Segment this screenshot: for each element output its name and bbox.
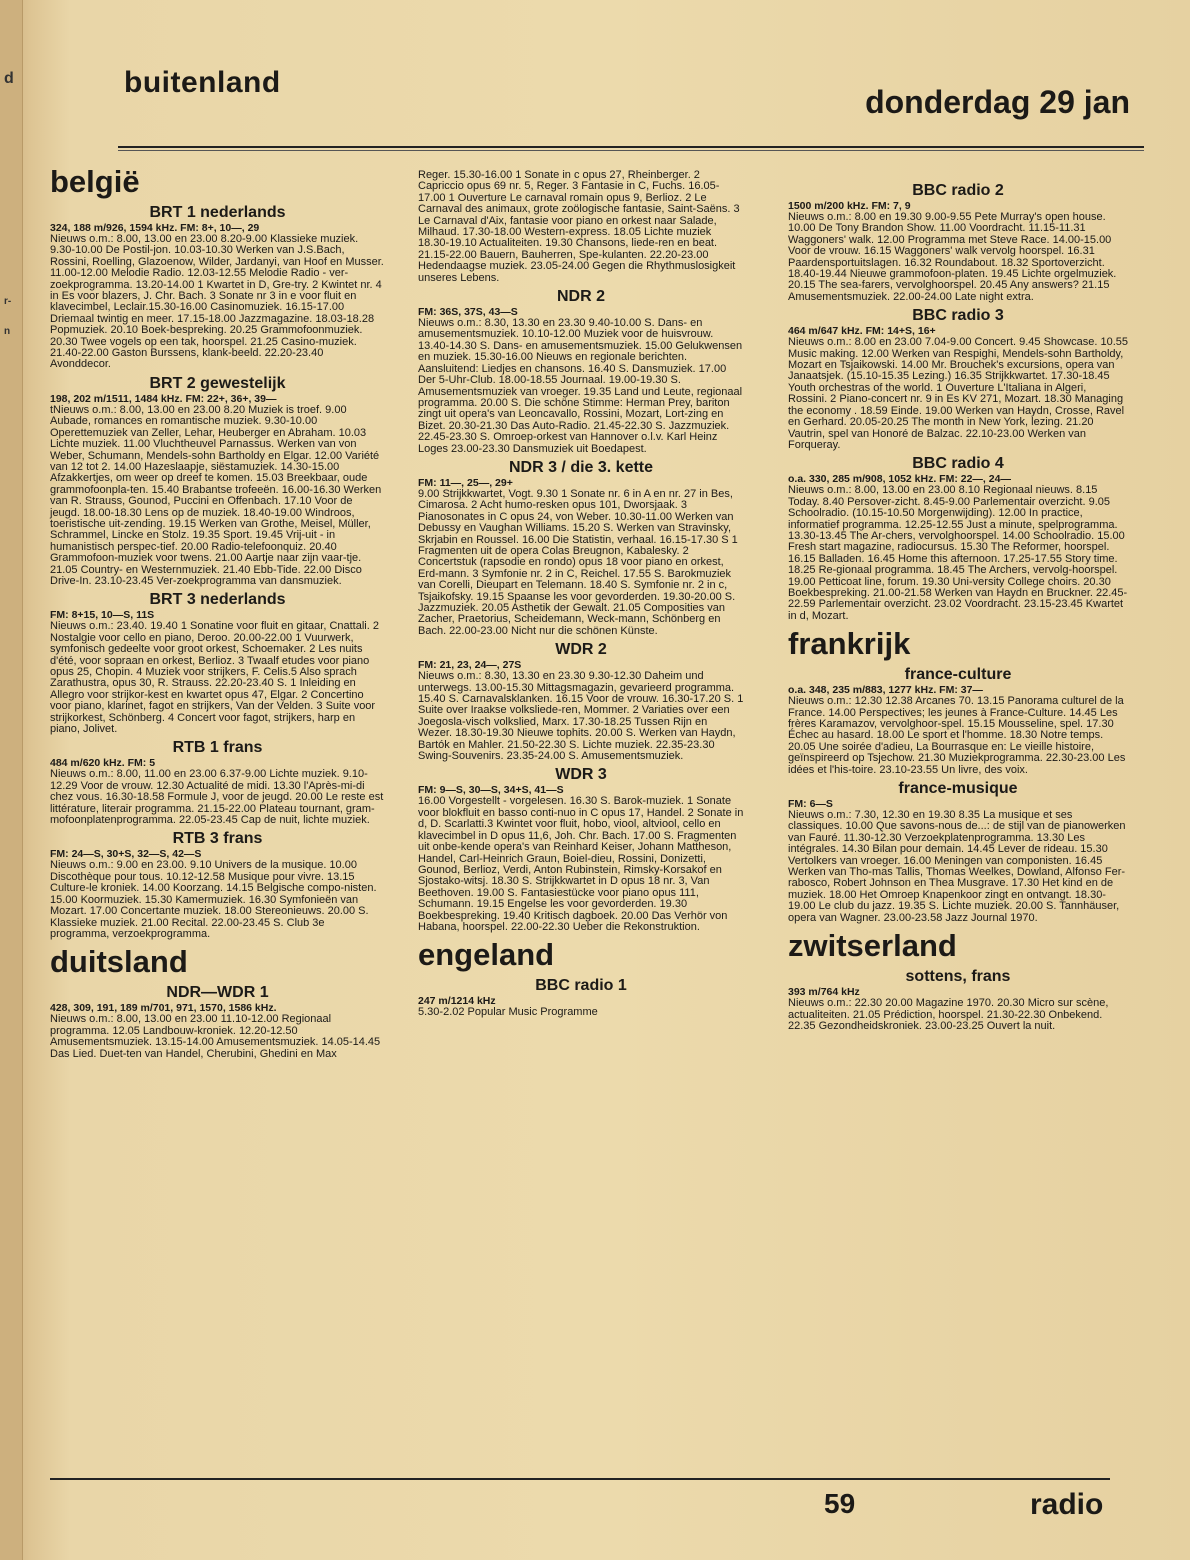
program-listing: Nieuws o.m.: 8.00, 13.00 en 23.00 8.20-9.00 Klassieke muziek. 9.30-10.00 De Postil-jon. 10.03-10.30 Werken van J.S.Bach, Rossini, Roelling, Glazoenow, Wilder, Jardanyi, van Hoof en Musser. 11.00-12.00 Melodie Radio. 12.03-12.55 Melodie Radio - ver-zoekprogramma. 13.20-14.00 1 Kwartet in D, Gre-try. 2 Kwintet nr. 4 in Es voor blazers, J. Chr. Bach. 3 Sonate nr 3 in e voor fluit en klavecimbel, Leclair.15.30-16.00 Casinomuziek. 16.15-17.00 Driemaal twintig en meer. 17.15-18.00 Jazzmagazine. 18.03-18.28 Popmuziek. 20.10 Boek-bespreking. 20.25 Grammofoonmuziek. 20.30 Twee vogels op een tak, hoorspel. 21.25 Casino-muziek. 21.40-22.00 Gaston Burssens, klank-beeld. 22.20-23.40 Avonddecor.	[50, 233, 384, 371]
footer-section: radio	[1030, 1488, 1104, 1521]
frequency-line: o.a. 348, 235 m/883, 1277 kHz. FM: 37—	[788, 684, 983, 697]
footer-rule	[50, 1478, 1110, 1480]
frequency-line: FM: 8+15, 10—S, 11S	[50, 609, 155, 622]
country-heading: engeland	[418, 937, 555, 973]
station-heading: WDR 2	[555, 641, 607, 659]
column-2	[418, 170, 744, 1021]
station-heading: BRT 1 nederlands	[149, 204, 286, 221]
country-heading: frankrijk	[788, 626, 911, 662]
program-listing: Nieuws o.m.: 8.00 en 23.00 7.04-9.00 Concert. 9.45 Showcase. 10.55 Music making. 12.00 Werken van Respighi, Mendels-sohn Bartholdy, Mozart en Tsjaikowski. 14.00 Mr. Brouchek's excursions, opera van Janaatsjek. (15.10-15.35 Lezing.) 16.35 Strijkkwartet. 17.30-18.45 Youth orchestras of the world. 1 Ouverture L'Italiana in Algeri, Rossini. 2 Piano-concert nr. 9 in Es KV 271, Mozart. 18.30 Managing the economy . 18.59 Einde. 19.00 Werken van Haydn, Crosse, Ravel en Gerhard. 20.05-20.25 The month in New York, lezing. 21.20 Vautrin, spel van Honoré de Balzac. 22.10-23.00 Werken van Forqueray.	[788, 336, 1128, 451]
station-heading: france-musique	[898, 780, 1018, 798]
station-heading: BBC radio 3	[912, 307, 1004, 325]
previous-page-edge	[0, 0, 23, 1560]
frequency-line: o.a. 330, 285 m/908, 1052 kHz. FM: 22—, 24—	[788, 473, 1011, 486]
program-listing: Nieuws o.m.: 9.00 en 23.00. 9.10 Univers de la musique. 10.00 Discothèque pour tous. 10.12-12.58 Musique pour vivre. 13.15 Culture-le kroniek. 14.00 Koorzang. 14.15 Belgische compo-nisten. 15.00 Koormuziek. 15.30 Kamermuziek. 16.30 Symfonieën van Mozart. 17.00 Concertante muziek. 18.00 Stereonieuws. 20.00 S. Klassieke muziek. 21.00 Recital. 22.00-23.45 S. Club 3e programma, verzoekprogramma.	[50, 859, 377, 940]
column-1	[50, 160, 385, 1062]
station-heading: BBC radio 2	[912, 182, 1004, 199]
frequency-line: FM: 21, 23, 24—, 27S	[418, 659, 522, 672]
gutter-letter: r-	[4, 296, 12, 307]
frequency-line: FM: 36S, 37S, 43—S	[418, 306, 518, 319]
program-listing: Nieuws o.m.: 8.30, 13.30 en 23.30 9.30-12.30 Daheim und unterwegs. 13.00-15.30 Mittagsmagazin, gevarieerd programma. 15.40 S. Carnavalsklanken. 16.15 Voor de vrouw. 16.30-17.20 S. 1 Suite over Iraakse volksliede-ren, Mommer. 2 Variaties over een Joegosla-visch volkslied, Marx. 17.30-18.25 Tussen Rijn en Wezer. 18.30-19.30 Nieuwe tophits. 20.00 S. Werken van Haydn, Bartók en Mahler. 21.50-22.30 S. Lichte muziek. 22.35-23.30 Swing-Souvenirs. 23.35-24.00 S. Amusementsmuziek.	[418, 670, 744, 763]
station-heading: BRT 3 nederlands	[149, 591, 286, 609]
program-listing: 5.30-2.02 Popular Music Programme	[418, 1006, 598, 1019]
frequency-line: FM: 24—S, 30+S, 32—S, 42—S	[50, 848, 202, 861]
program-listing: Nieuws o.m.: 7.30, 12.30 en 19.30 8.35 La musique et ses classiques. 10.00 Que savons-nous de...: de stijl van de pianowerken van Fauré. 11.30-12.30 Verzoekplatenprogramma. 13.30 Les intégrales. 14.30 Bilan pour demain. 14.45 Lever de rideau. 15.30 Vertolkers van vroeger. 16.00 Meningen van componisten. 16.45 Werken van Tho-mas Tallis, Thomas Weelkes, Dowland, Alfonso Fer-rabosco, Robert Johnson en Thea Musgrave. 17.30 Het kind en de muziek. 18.00 Het Omroep Knapenkoor zingt en ontvangt. 18.30-19.00 Le club du jazz. 19.35 S. Lichte muziek. 20.00 S. Tannhäuser, opera van Wagner. 23.00-23.58 Jazz Journal 1970.	[788, 809, 1126, 924]
station-heading: RTB 3 frans	[172, 830, 263, 848]
frequency-line: 198, 202 m/1511, 1484 kHz. FM: 22+, 36+, 39—	[50, 392, 277, 405]
program-listing: Nieuws o.m.: 8.00, 13.00 en 23.00 11.10-12.00 Regionaal programma. 12.05 Landbouw-kroniek. 12.20-12.50 Amusementsmuziek. 13.15-14.00 Amusementsmuziek. 14.05-14.45 Das Lied. Duet-ten van Handel, Cherubini, Ghedini en Max	[50, 1013, 381, 1060]
station-heading: france-culture	[904, 666, 1012, 684]
station-heading: RTB 1 frans	[172, 739, 263, 757]
program-listing: 9.00 Strijkkwartet, Vogt. 9.30 1 Sonate nr. 6 in A en nr. 27 in Bes, Cimarosa. 2 Acht humo-resken opus 101, Dworsjaak. 3 Pianosonates in C opus 24, von Weber. 10.30-11.00 Werken van Debussy en Vaughan Williams. 15.20 S. Werken van Stravinsky, Skrjabin en Roussel. 16.00 Die Statistin, verhaal. 16.15-17.30 S 1 Fragmenten uit de opera Colas Breugnon, Kabalesky. 2 Concertstuk (rapsodie en rondo) opus 18 voor piano en orkest, Erd-mann. 3 Symfonie nr. 2 in C, Reichel. 17.55 S. Barokmuziek van Corelli, Dieupart en Telemann. 18.40 S. Symfonie nr. 2 in c, Tsjaikofsky. 19.15 Spaanse les voor gevorderden. 19.30-20.00 S. Jazzmuziek. 20.05 Asthetik der Gewalt. 21.05 Composities van Zacher, Praetorius, Scheidemann, Weck-mann, Schönberg en Bach. 22.00-23.00 Nicht nur die schönen Künste.	[418, 487, 738, 637]
country-heading: duitsland	[50, 944, 188, 980]
station-heading: BBC radio 1	[535, 977, 627, 995]
program-listing: tNieuws o.m.: 8.00, 13.00 en 23.00 8.20 Muziek is troef. 9.00 Aubade, romances en romantische muziek. 9.30-10.00 Operettemuziek van Zeller, Lehar, Heuberger en Abraham. 10.03 Lichte muziek. 11.00 Vluchtheuvel Parnassus. Werken van von Weber, Schumann, Mendels-sohn Bartholdy en Elgar. 12.00 Variété van 12 tot 2. 14.00 Hazeslaapje, siëstamuziek. 14.30-15.00 Afzakkertjes, om weer op dreef te komen. 15.03 Breekbaar, oude grammofoonpla-ten. 15.40 Brabantse trofeeën. 16.00-16.30 Werken van R. Strauss, Gounod, Puccini en Offenbach. 17.10 Voor de jeugd. 18.00-18.30 Lens op de muziek. 18.40-19.00 Windroos, toeristische uit-zending. 19.15 Werken van Grothe, Meisel, Müller, Schrammel, Lincke en Stolz. 19.35 Sport. 19.45 Vrij-uit - in humanistisch perspec-tief. 20.00 Radio-telefoonquiz. 20.40 Grammofoon-muziek voor twens. 21.00 Aartje naar zijn vaar-tje. 21.05 Country- en Westernmuziek. 21.40 Ebb-Tide. 22.00 Disco Drive-In. 23.10-23.45 Ver-zoekprogramma van dansmuziek.	[50, 403, 382, 587]
frequency-line: FM: 9—S, 30—S, 34+S, 41—S	[418, 784, 564, 797]
program-listing: Nieuws o.m.: 8.00, 11.00 en 23.00 6.37-9.00 Lichte muziek. 9.10-12.29 Voor de vrouw. 12.30 Actualité de midi. 13.30 l'Après-mi-di chez vous. 16.30-18.58 Formule J, voor de jeugd. 20.00 Le reste est littérature, literair programma. 21.15-22.00 Plateau tournant, gram-mofoonplatenprogramma. 22.05-23.45 Cap de nuit, lichte muziek.	[50, 768, 384, 827]
gutter-letter: d	[4, 70, 14, 87]
program-listing: Nieuws o.m.: 8.00 en 19.30 9.00-9.55 Pete Murray's open house. 10.00 De Tony Brandon Show. 11.00 Voordracht. 11.15-11.31 Waggoners' walk. 12.00 Programma met Steve Race. 14.00-15.00 Voor de vrouw. 16.15 Waggoners' walk vervolg hoorspel. 16.31 Paardensportuitslagen. 16.32 Roundabout. 18.32 Sportoverzicht. 18.40-19.44 Nieuwe grammofoon-platen. 19.45 Lichte orgelmuziek. 20.15 The sea-farers, vervolghoorspel. 20.45 Any answers? 21.15 Amusementsmuziek. 22.00-24.00 Late night extra.	[788, 211, 1117, 303]
frequency-line: 324, 188 m/926, 1594 kHz. FM: 8+, 10—, 29	[50, 222, 260, 234]
frequency-line: 464 m/647 kHz. FM: 14+S, 16+	[788, 325, 936, 338]
station-heading: sottens, frans	[905, 968, 1011, 986]
station-heading: WDR 3	[555, 766, 607, 784]
program-listing: Nieuws o.m.: 8.00, 13.00 en 23.00 8.10 Regionaal nieuws. 8.15 Today. 8.40 Persover-zicht. 8.45-9.00 Parlementair overzicht. 9.05 Schoolradio. (10.15-10.50 Morgenwijding). 12.00 In practice, informatief programma. 12.25-12.55 Just a minute, spelprogramma. 13.30-13.45 The Ar-chers, vervolghoorspel. 14.00 Schoolradio. 15.00 Fresh start magazine, radiocursus. 15.30 The Reformer, hoorspel. 16.15 Balladen. 16.45 Home this afternoon. 17.25-17.55 Story time. 18.25 Re-gionaal programma. 18.45 The Archers, vervolg-hoorspel. 19.00 Petticoat line, forum. 19.30 Uni-versity College choirs. 20.30 Boekbespreking. 21.00-21.58 Werken van Haydn en Bruckner. 22.45-22.59 Parlementair overzicht. 23.02 Voordracht. 23.15-23.45 Kwartet in d, Mozart.	[788, 484, 1128, 622]
frequency-line: 484 m/620 kHz. FM: 5	[50, 757, 156, 770]
program-listing: Nieuws o.m.: 12.30 12.38 Arcanes 70. 13.15 Panorama culturel de la France. 14.00 Perspectives; les jeunes à France-Culture. 14.45 Les frères Karamazov, vervolghoor-spel. 15.15 Mousseline, spel. 17.30 Échec au hasard. 18.00 Le sport et l'homme. 18.30 Notre temps. 20.05 Une soirée d'adieu, La Bourrasque en: Le vieille histoire, geïnspireerd op Tsjechow. 21.30 Muziekprogramma. 22.30-23.00 Les idées et l'his-toire. 23.10-23.55 Un livre, des voix.	[788, 695, 1126, 776]
program-listing: 16.00 Vorgestellt - vorgelesen. 16.30 S. Barok-muziek. 1 Sonate voor blokfluit en basso conti-nuo in C opus 17, Handel. 2 Sonate in d, D. Scarlatti.3 Kwintet voor fluit, hobo, viool, altviool, cello en klavecimbel in D opus 11,6, Joh. Chr. Bach. 17.00 S. Fragmenten uit onbe-kende opera's van Reinhard Keiser, Johann Mattheson, Handel, Carl-Heinrich Graun, Boiel-dieu, Rossini, Donizetti, Gounod, Berlioz, Verdi, Anton Rubinstein, Rimsky-Korsakof en Sjostako-witsj. 18.30 S. Strijkkwartet in D opus 18 nr. 3, Van Beethoven. 19.00 S. Fantasiestücke voor piano opus 111, Schumann. 19.15 Engelse les voor gevorderden. 19.30 Boekbespreking. 19.40 Kritisch dagboek. 20.00 Das Verhör von Habana, hoorspel. 22.00-22.30 Ueber die Rekonstruktion.	[418, 795, 744, 933]
section-header: buitenland	[124, 66, 281, 99]
station-heading: BRT 2 gewestelijk	[149, 374, 286, 392]
program-listing: Nieuws o.m.: 8.30, 13.30 en 23.30 9.40-10.00 S. Dans- en amusementsmuziek. 10.10-12.00 Muziek voor de huisvrouw. 13.40-14.30 S. Dans- en amusementsmuziek. 15.00 Gelukwensen en muziek. 15.30-16.00 Nieuws en regionale berichten. Aansluitend: Liedjes en chansons. 16.40 S. Dansmuziek. 17.00 Der 5-Uhr-Club. 18.00-18.55 Journaal. 19.00-19.30 S. Amusementsmuziek van vroeger. 19.35 Land und Leute, regionaal programma. 20.00 S. Die schöne Stimme: Herman Prey, bariton zingt uit opera's van Leoncavallo, Rossini, Mozart, Lort-zing en Bizet. 20.30-21.30 Das Auto-Radio. 21.45-22.30 S. Jazzmuziek. 22.45-23.30 S. Omroep-orkest van Hannover o.l.v. Karl Heinz Loges 23.00-23.30 Dansmuziek uit Boedapest.	[418, 317, 743, 455]
program-listing: Nieuws o.m.: 22.30 20.00 Magazine 1970. 20.30 Micro sur scène, actualiteiten. 21.05 Prédiction, hoorspel. 21.30-22.30 Onbekend. 22.35 Gezondheidskroniek. 23.00-23.25 Ouvert la nuit.	[788, 997, 1109, 1032]
header-rule-thin	[118, 150, 1144, 151]
frequency-line: FM: 11—, 25—, 29+	[418, 476, 513, 489]
frequency-line: 247 m/1214 kHz	[418, 995, 496, 1008]
station-heading: NDR—WDR 1	[166, 984, 269, 1002]
station-heading: NDR 2	[556, 288, 605, 306]
date-header: donderdag 29 jan	[865, 84, 1130, 120]
frequency-line: 428, 309, 191, 189 m/701, 971, 1570, 1586 kHz.	[50, 1002, 277, 1015]
frequency-line: FM: 6—S	[788, 798, 833, 811]
country-heading: zwitserland	[788, 928, 957, 964]
program-listing: Reger. 15.30-16.00 1 Sonate in c opus 27, Rheinberger. 2 Capriccio opus 69 nr. 5, Reger. 3 Fantasie in C, Fuchs. 16.05-17.00 1 Ouverture Le carnaval romain opus 9, Berlioz. 2 Le Carnaval des animaux, grote zoölogische fantasie, Saint-Saëns. 3 Le Carnaval d'Aix, fantasie voor piano en orkest naar Salade, Milhaud. 17.30-18.00 Western-express. 18.05 Lichte muziek 18.30-19.10 Actualiteiten. 19.30 Chansons, liede-ren en beat. 21.15-22.00 Bauern, Bauherren, Spe-kulanten. 22.20-23.00 Hedendaagse muziek. 23.05-24.00 Gegen die Rhythmuslosigkeit unseres Lebens.	[418, 169, 740, 284]
station-heading: BBC radio 4	[912, 455, 1004, 473]
country-heading: belgië	[50, 164, 140, 199]
header-rule	[118, 146, 1144, 148]
gutter-letter: n	[4, 326, 11, 337]
program-listing: Nieuws o.m.: 23.40. 19.40 1 Sonatine voor fluit en gitaar, Cnattali. 2 Nostalgie voor cello en piano, Deroo. 20.00-22.00 1 Vuurwerk, symfonisch gedeelte voor groot orkest, Schoemaker. 2 Les nuits d'été, voor sopraan en orkest, Berlioz. 3 Twaalf etudes voor piano opus 25, Chopin. 4 Muziek voor strijkers, F. Celis.5 Also sprach Zarathustra, opus 30, R. Strauss. 22.20-23.40 S. 1 Inleiding en Allegro voor strijkor-kest en kwartet opus 47, Elgar. 2 Concertino voor piano, klarinet, fagot en strijkers, Van der Velden. 3 Suite voor strijkorkest, Schönberg. 4 Concert voor fagot, strijkers, harp en piano, Jolivet.	[50, 620, 379, 736]
station-heading: NDR 3 / die 3. kette	[508, 458, 654, 476]
column-3	[788, 178, 1128, 1034]
frequency-line: 1500 m/200 kHz. FM: 7, 9	[788, 200, 911, 212]
frequency-line: 393 m/764 kHz	[788, 986, 860, 999]
page-number: 59	[824, 1488, 856, 1519]
